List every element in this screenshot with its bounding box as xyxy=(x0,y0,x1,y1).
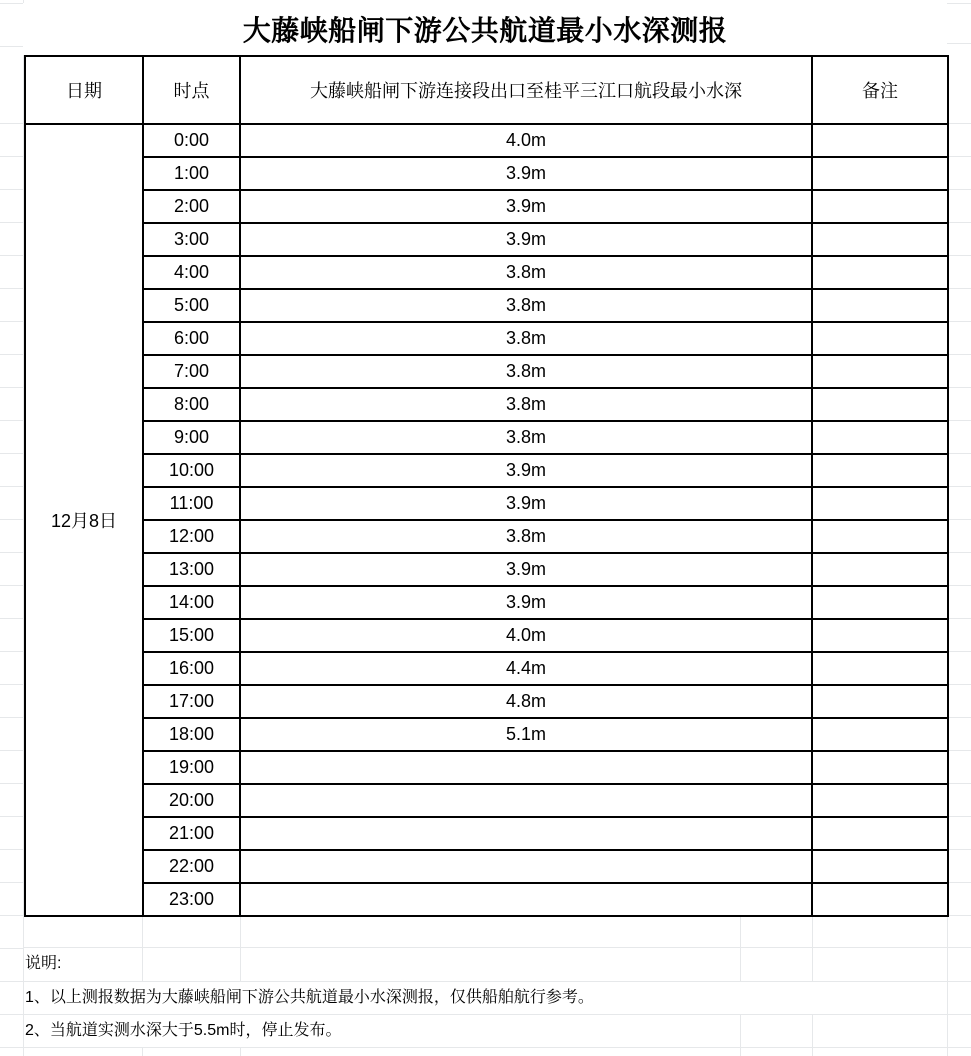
remark-cell[interactable] xyxy=(812,421,948,454)
depth-cell[interactable]: 4.4m xyxy=(240,652,812,685)
depth-cell[interactable]: 3.9m xyxy=(240,454,812,487)
remark-cell[interactable] xyxy=(812,322,948,355)
time-cell[interactable]: 19:00 xyxy=(143,751,240,784)
time-cell[interactable]: 1:00 xyxy=(143,157,240,190)
time-cell[interactable]: 10:00 xyxy=(143,454,240,487)
table-row xyxy=(25,520,948,553)
remark-cell[interactable] xyxy=(812,718,948,751)
remark-cell[interactable] xyxy=(812,784,948,817)
gridline xyxy=(0,123,23,1056)
table-row xyxy=(25,883,948,916)
gridline xyxy=(23,1047,971,1048)
table-row xyxy=(25,157,948,190)
table-row xyxy=(25,751,948,784)
depth-cell[interactable]: 3.8m xyxy=(240,520,812,553)
depth-report-table xyxy=(24,55,949,917)
time-cell[interactable]: 7:00 xyxy=(143,355,240,388)
gridline xyxy=(0,46,23,47)
remark-cell[interactable] xyxy=(812,256,948,289)
time-cell[interactable]: 3:00 xyxy=(143,223,240,256)
time-cell[interactable]: 5:00 xyxy=(143,289,240,322)
time-cell[interactable]: 13:00 xyxy=(143,553,240,586)
gridline xyxy=(142,1047,143,1056)
depth-cell[interactable] xyxy=(240,883,812,916)
sheet-title[interactable]: 大藤峡船闸下游公共航道最小水深测报 xyxy=(23,3,947,55)
table-row xyxy=(25,652,948,685)
gridline xyxy=(812,915,813,981)
header-row xyxy=(25,56,948,124)
remark-cell[interactable] xyxy=(812,388,948,421)
table-row xyxy=(25,421,948,454)
table-row xyxy=(25,817,948,850)
gridline xyxy=(947,915,948,1056)
time-cell[interactable]: 12:00 xyxy=(143,520,240,553)
remark-cell[interactable] xyxy=(812,652,948,685)
date-cell[interactable]: 12月8日 xyxy=(25,124,143,916)
notes-label[interactable]: 说明: xyxy=(25,955,62,972)
time-cell[interactable]: 6:00 xyxy=(143,322,240,355)
depth-cell[interactable]: 3.8m xyxy=(240,355,812,388)
remark-cell[interactable] xyxy=(812,883,948,916)
depth-cell[interactable]: 3.9m xyxy=(240,190,812,223)
depth-cell[interactable]: 4.8m xyxy=(240,685,812,718)
time-cell[interactable]: 17:00 xyxy=(143,685,240,718)
depth-cell[interactable]: 3.9m xyxy=(240,487,812,520)
table-row xyxy=(25,619,948,652)
table-row xyxy=(25,586,948,619)
table-row xyxy=(25,454,948,487)
table-row xyxy=(25,685,948,718)
table-row xyxy=(25,322,948,355)
gridline xyxy=(240,915,241,981)
table-row xyxy=(25,784,948,817)
depth-cell[interactable]: 3.9m xyxy=(240,157,812,190)
remark-cell[interactable] xyxy=(812,157,948,190)
table-row xyxy=(25,553,948,586)
remark-cell[interactable] xyxy=(812,223,948,256)
remark-cell[interactable] xyxy=(812,289,948,322)
header-date[interactable]: 日期 xyxy=(25,56,143,124)
remark-cell[interactable] xyxy=(812,553,948,586)
gridline xyxy=(23,947,971,948)
remark-cell[interactable] xyxy=(812,850,948,883)
depth-cell[interactable] xyxy=(240,751,812,784)
remark-cell[interactable] xyxy=(812,355,948,388)
gridline xyxy=(947,43,971,44)
depth-cell[interactable]: 3.8m xyxy=(240,388,812,421)
time-cell[interactable]: 14:00 xyxy=(143,586,240,619)
table-row xyxy=(25,487,948,520)
header-remark[interactable]: 备注 xyxy=(812,56,948,124)
remark-cell[interactable] xyxy=(812,454,948,487)
depth-cell[interactable] xyxy=(240,784,812,817)
depth-cell[interactable]: 3.9m xyxy=(240,223,812,256)
time-cell[interactable]: 4:00 xyxy=(143,256,240,289)
remark-cell[interactable] xyxy=(812,124,948,157)
remark-cell[interactable] xyxy=(812,586,948,619)
table-row xyxy=(25,718,948,751)
header-time[interactable]: 时点 xyxy=(143,56,240,124)
gridline xyxy=(812,1014,813,1056)
time-cell[interactable]: 0:00 xyxy=(143,124,240,157)
depth-cell[interactable]: 5.1m xyxy=(240,718,812,751)
remark-cell[interactable] xyxy=(812,520,948,553)
time-cell[interactable]: 21:00 xyxy=(143,817,240,850)
depth-cell[interactable]: 3.9m xyxy=(240,586,812,619)
depth-cell[interactable]: 3.8m xyxy=(240,289,812,322)
depth-cell[interactable] xyxy=(240,817,812,850)
table-row xyxy=(25,388,948,421)
table-row xyxy=(25,850,948,883)
gridline xyxy=(740,915,741,981)
depth-cell[interactable]: 3.8m xyxy=(240,256,812,289)
time-cell[interactable]: 20:00 xyxy=(143,784,240,817)
time-cell[interactable]: 11:00 xyxy=(143,487,240,520)
table-row xyxy=(25,124,948,157)
remark-cell[interactable] xyxy=(812,817,948,850)
time-cell[interactable]: 9:00 xyxy=(143,421,240,454)
time-cell[interactable]: 15:00 xyxy=(143,619,240,652)
table-row xyxy=(25,223,948,256)
note-item-1[interactable]: 1、以上测报数据为大藤峡船闸下游公共航道最小水深测报，仅供船舶航行参考。 xyxy=(25,989,594,1006)
note-item-2[interactable]: 2、当航道实测水深大于5.5m时，停止发布。 xyxy=(25,1022,342,1039)
depth-cell[interactable]: 3.8m xyxy=(240,421,812,454)
time-cell[interactable]: 23:00 xyxy=(143,883,240,916)
depth-cell[interactable] xyxy=(240,850,812,883)
remark-cell[interactable] xyxy=(812,619,948,652)
gridline xyxy=(740,1014,741,1056)
gridline xyxy=(240,1047,241,1056)
table-row xyxy=(25,355,948,388)
depth-cell[interactable]: 4.0m xyxy=(240,619,812,652)
header-depth[interactable]: 大藤峡船闸下游连接段出口至桂平三江口航段最小水深 xyxy=(240,56,812,124)
depth-cell[interactable]: 3.8m xyxy=(240,322,812,355)
time-cell[interactable]: 2:00 xyxy=(143,190,240,223)
time-cell[interactable]: 8:00 xyxy=(143,388,240,421)
remark-cell[interactable] xyxy=(812,685,948,718)
time-cell[interactable]: 22:00 xyxy=(143,850,240,883)
table-row xyxy=(25,256,948,289)
remark-cell[interactable] xyxy=(812,487,948,520)
remark-cell[interactable] xyxy=(812,751,948,784)
table-row xyxy=(25,190,948,223)
remark-cell[interactable] xyxy=(812,190,948,223)
table-row xyxy=(25,289,948,322)
depth-cell[interactable]: 3.9m xyxy=(240,553,812,586)
depth-cell[interactable]: 4.0m xyxy=(240,124,812,157)
gridline xyxy=(142,915,143,981)
gridline xyxy=(947,123,971,916)
time-cell[interactable]: 18:00 xyxy=(143,718,240,751)
time-cell[interactable]: 16:00 xyxy=(143,652,240,685)
